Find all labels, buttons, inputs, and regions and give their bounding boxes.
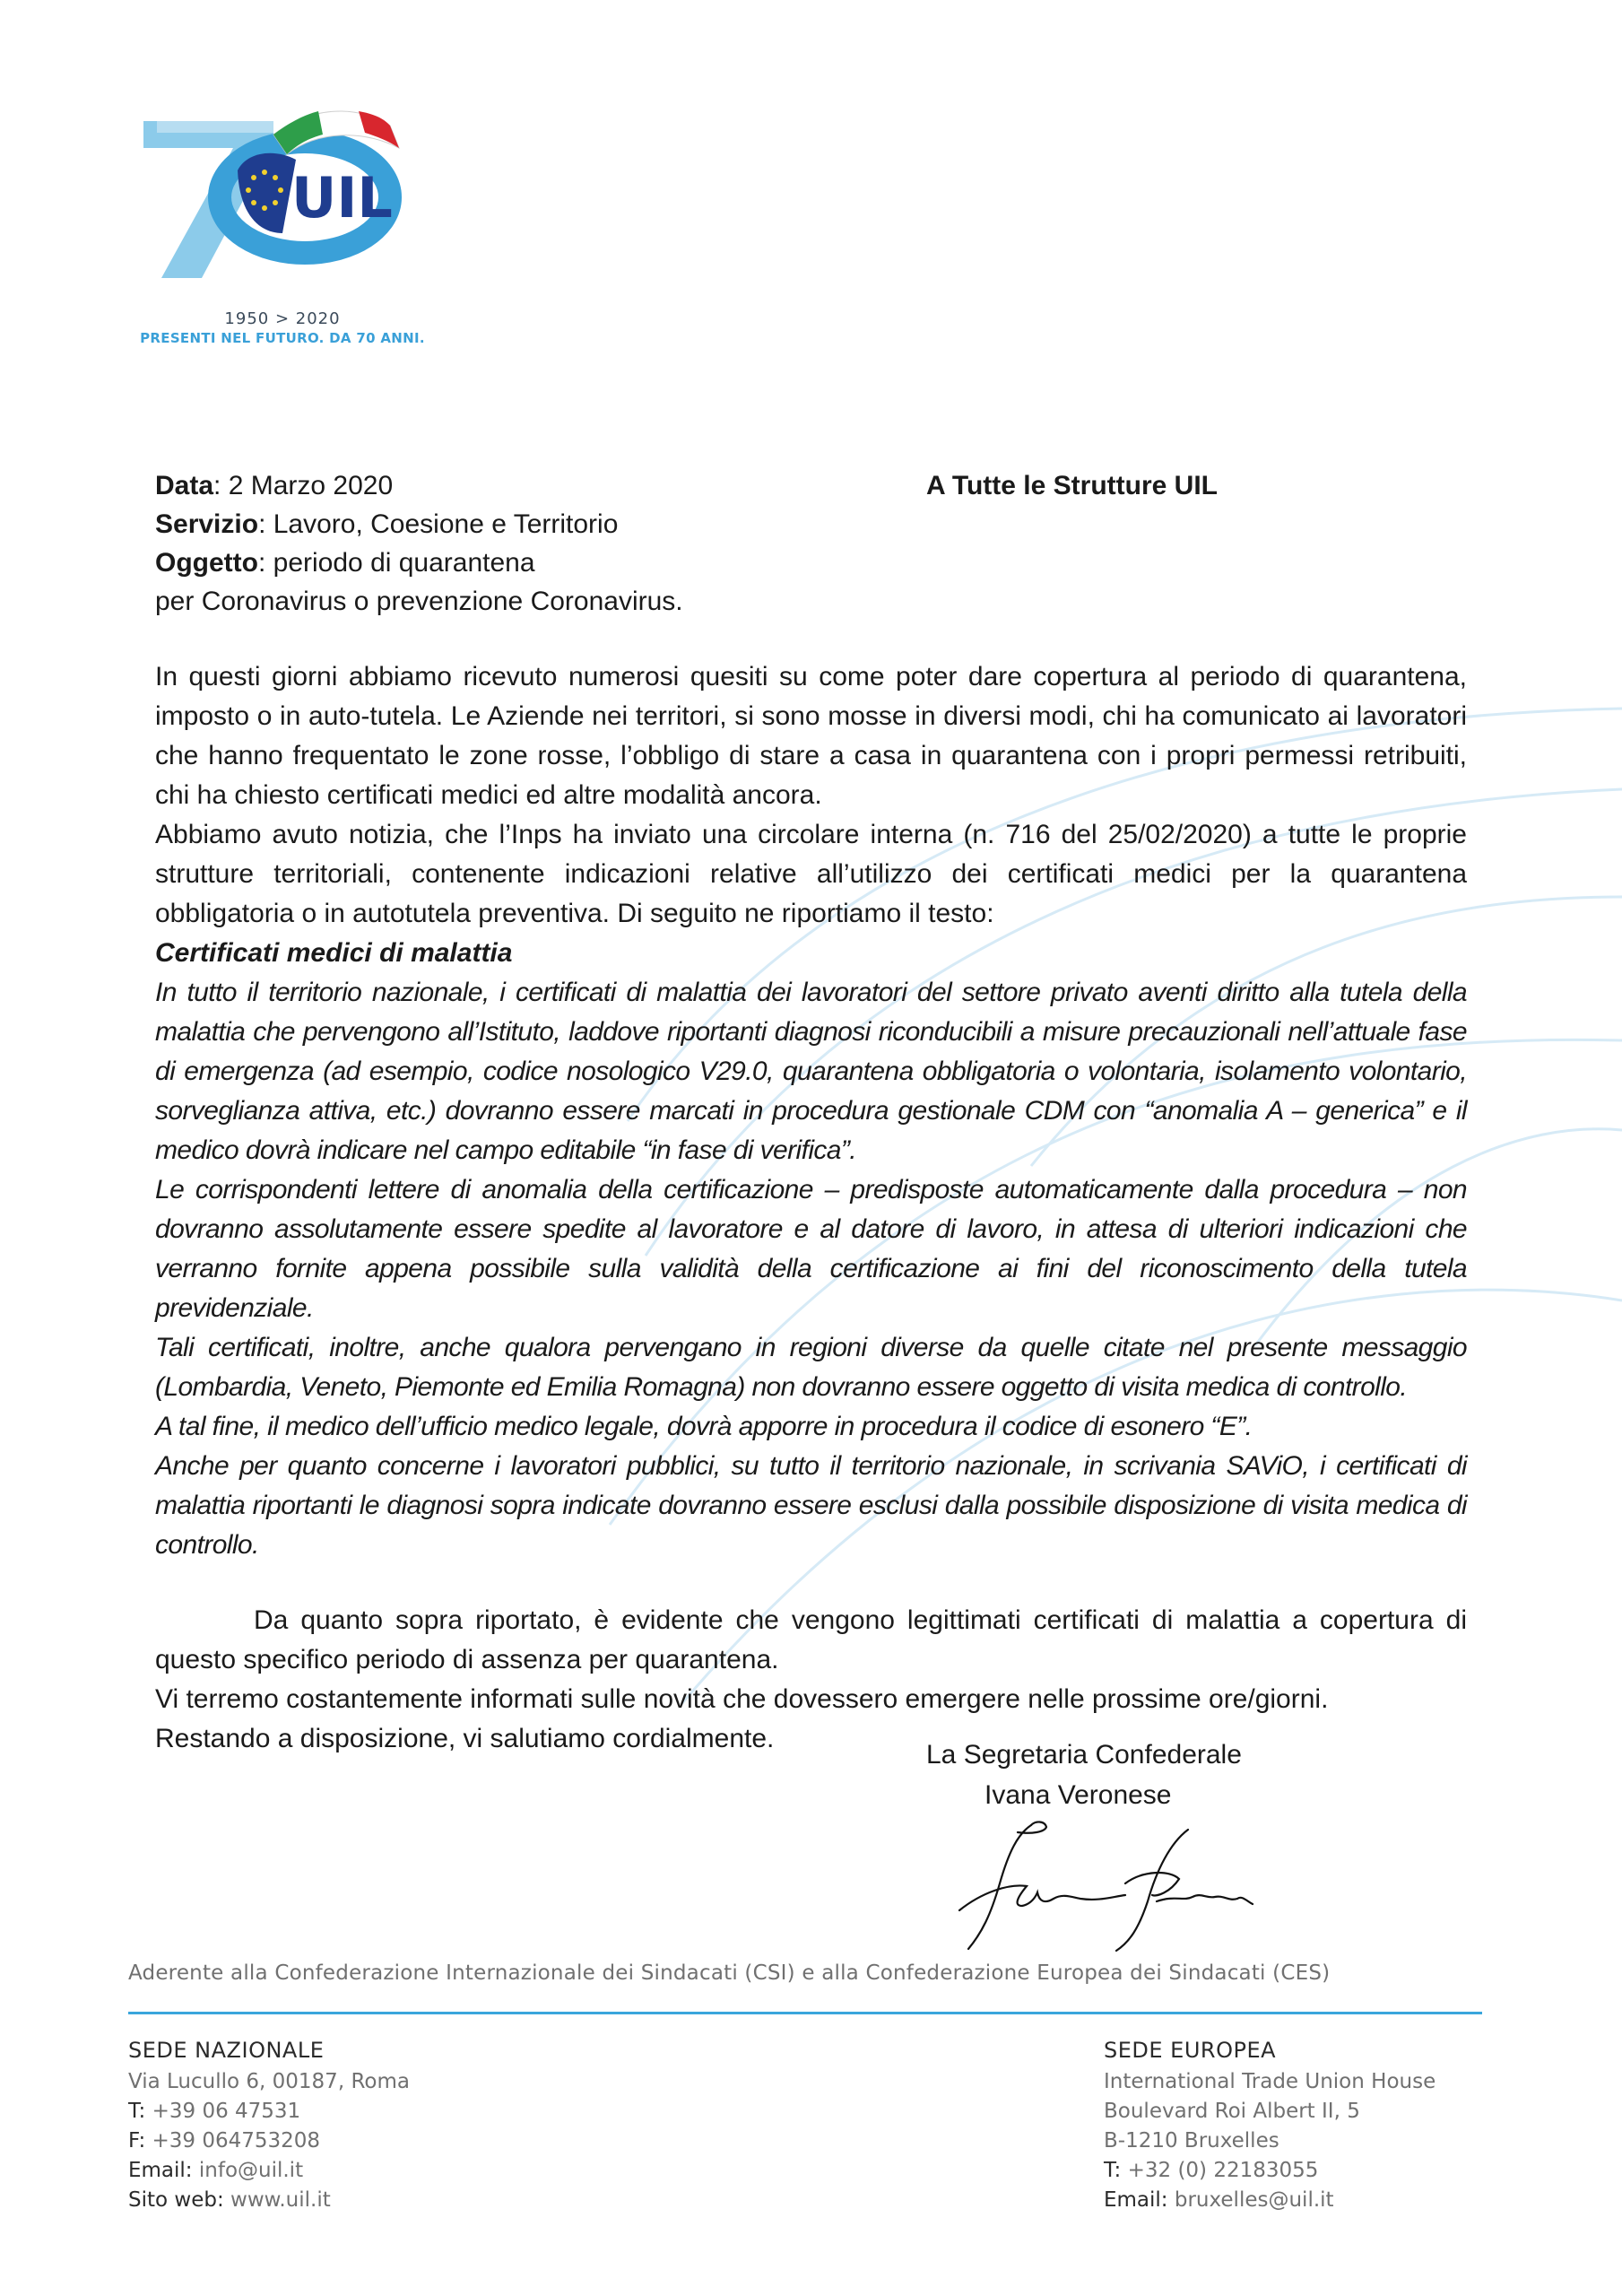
quote-paragraph-1: In tutto il territorio nazionale, i certificati di malattia dei lavoratori del settore privato aventi diritto alla tutela della malattia che pervengono all’Istituto, laddove riportanti diagnosi riconducibili a misure precauzionali nell’attuale fase di emergenza (ad esempio, codice nosologico V29.0, quarantena obbligatoria o volontaria, isolamento volontario, sorveglianza attiva, etc.) dovranno essere marcati in procedura gestionale CDM con “anomalia A – generica” e il medico dovrà indicare nel campo editabile “in fase di verifica”. bbox=[155, 978, 1467, 1165]
letter-body bbox=[155, 657, 1467, 1759]
paragraph-inps-notice: Abbiamo avuto notizia, che l’Inps ha inviato una circolare interna (n. 716 del 25/02/2020) a tutte le proprie strutture territoriali, contenente indicazioni relative all’utilizzo dei certificati medici per la quarantena obbligatoria o in autotutela preventiva. Di seguito ne riportiamo il testo: bbox=[155, 820, 1467, 928]
sede-nazionale-title: SEDE NAZIONALE bbox=[128, 2038, 325, 2063]
quote-title: Certificati medici di malattia bbox=[155, 938, 513, 968]
signature-role: La Segretaria Confederale bbox=[926, 1740, 1242, 1770]
fax-value: +39 064753208 bbox=[145, 2129, 321, 2152]
sede-europea-block bbox=[1104, 2036, 1436, 2215]
subject-line bbox=[155, 544, 837, 582]
quote-paragraph-5: Anche per quanto concerne i lavoratori pubblici, su tutto il territorio nazionale, in scrivania SAViO, i certificati di malattia riportanti le diagnosi sopra indicate dovranno essere esclusi dalla possibile disposizione di visita medica di controllo. bbox=[155, 1451, 1467, 1560]
date-line bbox=[155, 466, 837, 505]
logo-uil-text: UIL bbox=[291, 165, 393, 230]
subject-label: Oggetto bbox=[155, 548, 258, 578]
signature-name: Ivana Veronese bbox=[984, 1780, 1172, 1810]
quote-paragraph-2: Le corrispondenti lettere di anomalia della certificazione – predisposte automaticamente dalla procedura – non dovranno assolutamente essere spedite al lavoratore e al datore di lavoro, in attesa di ulteriori indicazioni che verranno fornite appena possibile sulla validità della certificazione ai fini del riconoscimento della tutela previdenziale. bbox=[155, 1175, 1467, 1323]
recipient: A Tutte le Strutture UIL bbox=[926, 471, 1218, 500]
service-label: Servizio bbox=[155, 509, 259, 539]
date-label: Data bbox=[155, 471, 214, 500]
sede-europea-line1: International Trade Union House bbox=[1104, 2070, 1436, 2093]
web-label: Sito web: bbox=[128, 2188, 224, 2212]
sede-nazionale-address: Via Lucullo 6, 00187, Roma bbox=[128, 2070, 410, 2093]
footer-divider bbox=[128, 2012, 1482, 2014]
handwritten-signature bbox=[946, 1816, 1269, 1955]
service-line bbox=[155, 505, 837, 544]
paragraph-updates: Vi terremo costantemente informati sulle novità che dovessero emergere nelle prossime ore/giorni. bbox=[155, 1684, 1329, 1714]
quote-paragraph-4: A tal fine, il medico dell’ufficio medico legale, dovrà apporre in procedura il codice di esonero “E”. bbox=[155, 1412, 1253, 1441]
email-value: bruxelles@uil.it bbox=[1167, 2188, 1334, 2212]
email-label: Email: bbox=[128, 2159, 193, 2182]
sede-europea-tel bbox=[1104, 2156, 1436, 2186]
tel-label: T: bbox=[128, 2100, 146, 2123]
logo-caption bbox=[134, 309, 430, 346]
paragraph-conclusion: Da quanto sopra riportato, è evidente che vengono legittimati certificati di malattia a copertura di questo specifico periodo di assenza per quarantena. bbox=[155, 1605, 1467, 1674]
sede-nazionale-block bbox=[128, 2036, 410, 2215]
tel-label: T: bbox=[1104, 2159, 1122, 2182]
sede-europea-line2: Boulevard Roi Albert II, 5 bbox=[1104, 2100, 1360, 2123]
web-value: www.uil.it bbox=[223, 2188, 331, 2212]
fax-label: F: bbox=[128, 2129, 146, 2152]
sede-nazionale-email bbox=[128, 2156, 410, 2186]
sede-nazionale-web bbox=[128, 2186, 410, 2215]
email-value: info@uil.it bbox=[192, 2159, 304, 2182]
paragraph-closing: Restando a disposizione, vi salutiamo cordialmente. bbox=[155, 1724, 775, 1753]
tel-value: +39 06 47531 bbox=[145, 2100, 301, 2123]
paragraph-intro: In questi giorni abbiamo ricevuto numerosi quesiti su come poter dare copertura al periodo di quarantena, imposto o in auto-tutela. Le Aziende nei territori, si sono mosse in diversi modi, chi ha comunicato ai lavoratori che hanno frequentato le zone rosse, l’obbligo di stare a casa in quarantena con i propri permessi retribuiti, chi ha chiesto certificati medici ed altre modalità ancora. bbox=[155, 662, 1467, 810]
sede-europea-line3: B-1210 Bruxelles bbox=[1104, 2129, 1279, 2152]
subject-line-2: per Coronavirus o prevenzione Coronavirus. bbox=[155, 587, 683, 616]
sede-europea-email bbox=[1104, 2186, 1436, 2215]
logo-years: 1950 > 2020 bbox=[224, 309, 341, 328]
quote-paragraph-3: Tali certificati, inoltre, anche qualora pervengano in regioni diverse da quelle citate nel presente messaggio (Lombardia, Veneto, Piemonte ed Emilia Romagna) non dovranno essere oggetto di visita medica di controllo. bbox=[155, 1333, 1467, 1402]
membership-statement: Aderente alla Confederazione Internazionale dei Sindacati (CSI) e alla Confederazione Europea dei Sindacati (CES) bbox=[128, 1961, 1331, 1985]
spacer bbox=[155, 1565, 1467, 1601]
logo-tagline: PRESENTI NEL FUTURO. DA 70 ANNI. bbox=[140, 330, 425, 346]
sede-europea-title: SEDE EUROPEA bbox=[1104, 2038, 1277, 2063]
subject-value: : periodo di quarantena bbox=[257, 548, 535, 578]
letter-header bbox=[155, 466, 837, 621]
date-value: : 2 Marzo 2020 bbox=[213, 471, 394, 500]
service-value: : Lavoro, Coesione e Territorio bbox=[258, 509, 619, 539]
email-label: Email: bbox=[1104, 2188, 1168, 2212]
uil-70-logo bbox=[139, 99, 426, 287]
sede-nazionale-tel bbox=[128, 2097, 410, 2126]
sede-nazionale-fax bbox=[128, 2126, 410, 2156]
tel-value: +32 (0) 22183055 bbox=[1121, 2159, 1319, 2182]
